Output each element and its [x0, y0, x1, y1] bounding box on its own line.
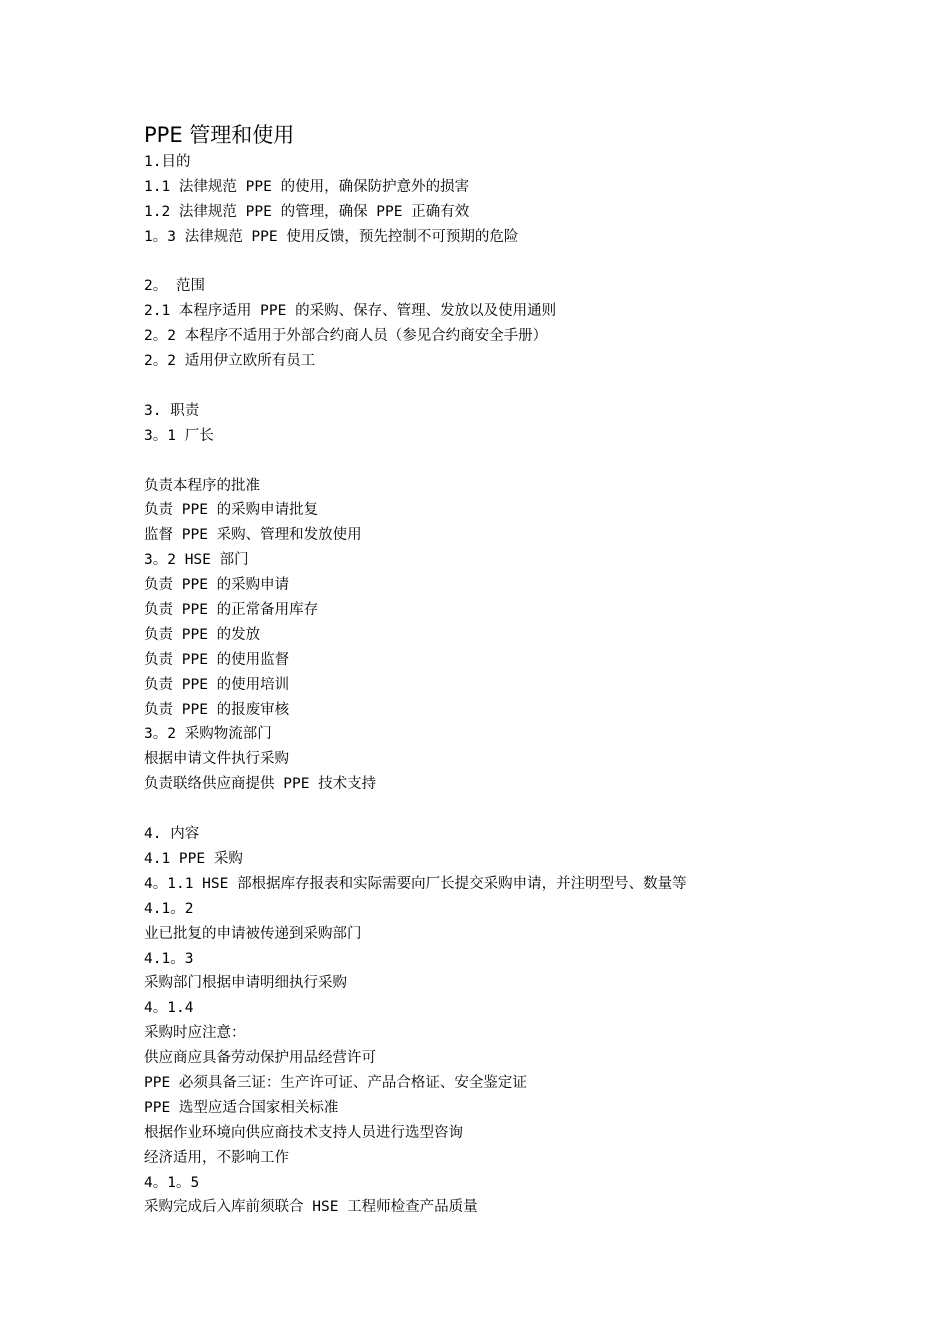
blank-line	[144, 449, 824, 474]
text-line: 2。 范围	[144, 278, 205, 295]
blank-line	[144, 797, 824, 822]
text-line: 4. 内容	[144, 826, 200, 843]
text-line: 负责 PPE 的发放	[144, 626, 261, 643]
text-line: 采购时应注意：	[144, 1025, 246, 1042]
text-line: 负责 PPE 的采购申请批复	[144, 502, 319, 519]
text-line: 2。2 本程序不适用于外部合约商人员（参见合约商安全手册）	[144, 328, 548, 345]
blank-line	[144, 374, 824, 399]
text-line: 采购部门根据申请明细执行采购	[144, 975, 347, 992]
text-line: 4。1。5	[144, 1174, 200, 1191]
text-line: PPE 必须具备三证：生产许可证、产品合格证、安全鉴定证	[144, 1074, 527, 1091]
text-line: 1.目的	[144, 154, 191, 170]
text-line: 采购完成后入库前须联合 HSE 工程师检查产品质量	[144, 1199, 478, 1216]
document-page	[144, 120, 824, 1220]
document-body	[144, 150, 824, 1220]
text-line: 4。1.1 HSE 部根据库存报表和实际需要向厂长提交采购申请，并注明型号、数量等	[144, 875, 687, 892]
text-line: PPE 选型应适合国家相关标准	[144, 1099, 339, 1116]
text-line: 根据申请文件执行采购	[144, 751, 289, 768]
text-line: 1.1 法律规范 PPE 的使用，确保防护意外的损害	[144, 178, 470, 195]
text-line: 负责 PPE 的采购申请	[144, 577, 290, 594]
blank-line	[144, 250, 824, 275]
text-line: 经济适用，不影响工作	[144, 1149, 289, 1166]
text-line: 4.1 PPE 采购	[144, 850, 243, 867]
text-line: 业已批复的申请被传递到采购部门	[144, 925, 362, 942]
text-line: 监督 PPE 采购、管理和发放使用	[144, 527, 362, 544]
text-line: 负责本程序的批准	[144, 477, 260, 494]
text-line: 供应商应具备劳动保护用品经营许可	[144, 1050, 376, 1067]
text-line: 1.2 法律规范 PPE 的管理，确保 PPE 正确有效	[144, 203, 470, 220]
text-line: 1。3 法律规范 PPE 使用反馈，预先控制不可预期的危险	[144, 228, 519, 245]
text-line: 2。2 适用伊立欧所有员工	[144, 353, 316, 370]
text-line: 负责 PPE 的正常备用库存	[144, 602, 319, 619]
text-line: 负责联络供应商提供 PPE 技术支持	[144, 776, 377, 793]
text-line: 负责 PPE 的使用监督	[144, 651, 290, 668]
text-line: 2.1 本程序适用 PPE 的采购、保存、管理、发放以及使用通则	[144, 303, 557, 320]
text-line: 3. 职责	[144, 402, 200, 419]
document-title: PPE 管理和使用	[144, 123, 295, 147]
text-line: 根据作业环境向供应商技术支持人员进行选型咨询	[144, 1124, 463, 1141]
text-line: 负责 PPE 的使用培训	[144, 676, 290, 693]
text-line: 负责 PPE 的报废审核	[144, 701, 290, 718]
text-line: 4.1。2	[144, 900, 194, 917]
text-line: 3。2 HSE 部门	[144, 552, 249, 569]
text-line: 4.1。3	[144, 950, 194, 967]
text-line: 3。2 采购物流部门	[144, 726, 272, 743]
text-line: 3。1 厂长	[144, 427, 214, 444]
text-line: 4。1.4	[144, 1000, 194, 1017]
